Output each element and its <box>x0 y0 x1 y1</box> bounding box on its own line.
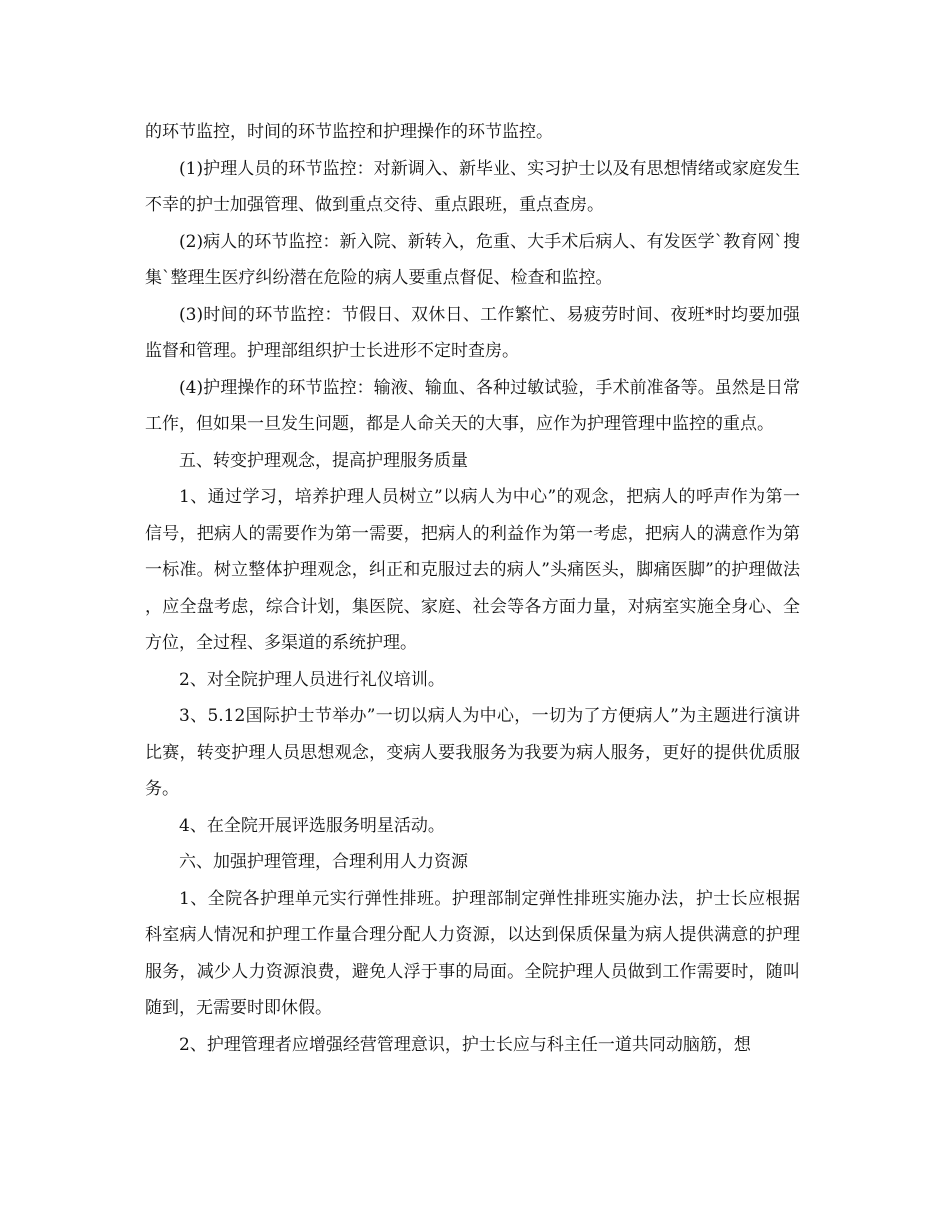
paragraph-continuation: 的环节监控，时间的环节监控和护理操作的环节监控。 <box>145 122 553 142</box>
section-heading-five: 五、转变护理观念，提高护理服务质量 <box>179 450 468 471</box>
paragraph-patient-centered: 1、通过学习，培养护理人员树立”以病人为中心”的观念，把病人的呼声作为第一信号，把病人的需要作为第一需要，把病人的利益作为第一考虑，把病人的满意作为第一标准。树立整体护理观念，纠正和克服过去的病人”头痛医头，脚痛医脚”的护理做法，应全盘考虑，综合计划，集医院、家庭、社会等各方面力量，对病室实施全身心、全方位，全过程、多渠道的系统护理。 <box>145 487 800 653</box>
paragraph-nurses-day: 3、5.12国际护士节举办”一切以病人为中心，一切为了方便病人”为主题进行演讲比赛，转变护理人员思想观念，变病人要我服务为我要为病人服务，更好的提供优质服务。 <box>145 706 800 799</box>
paragraph-service-star: 4、在全院开展评选服务明星活动。 <box>179 815 445 836</box>
paragraph-management-awareness: 2、护理管理者应增强经营管理意识，护士长应与科主任一道共同动脑筋，想 <box>179 1034 751 1055</box>
document-body <box>145 114 800 1063</box>
paragraph-flexible-scheduling: 1、全院各护理单元实行弹性排班。护理部制定弹性排班实施办法，护士长应根据科室病人情况和护理工作量合理分配人力资源，以达到保质保量为病人提供满意的护理服务，减少人力资源浪费，避免人浮于事的局面。全院护理人员做到工作需要时，随叫随到，无需要时即休假。 <box>145 888 800 1018</box>
section-heading-six: 六、加强护理管理，合理利用人力资源 <box>179 852 468 872</box>
paragraph-time-monitoring: (3)时间的环节监控：节假日、双休日、工作繁忙、易疲劳时间、夜班*时均要加强监督和管理。护理部组织护士长进形不定时查房。 <box>145 304 800 361</box>
paragraph-nurse-monitoring: (1)护理人员的环节监控：对新调入、新毕业、实习护士以及有思想情绪或家庭发生不幸的护士加强管理、做到重点交待、重点跟班，重点查房。 <box>145 158 800 215</box>
paragraph-operation-monitoring: (4)护理操作的环节监控：输液、输血、各种过敏试验，手术前准备等。虽然是日常工作，但如果一旦发生问题，都是人命关天的大事，应作为护理管理中监控的重点。 <box>145 377 800 434</box>
paragraph-etiquette-training: 2、对全院护理人员进行礼仪培训。 <box>179 669 445 690</box>
paragraph-patient-monitoring: (2)病人的环节监控：新入院、新转入，危重、大手术后病人、有发医学`教育网`搜集`整理生医疗纠纷潜在危险的病人要重点督促、检查和监控。 <box>145 231 800 288</box>
